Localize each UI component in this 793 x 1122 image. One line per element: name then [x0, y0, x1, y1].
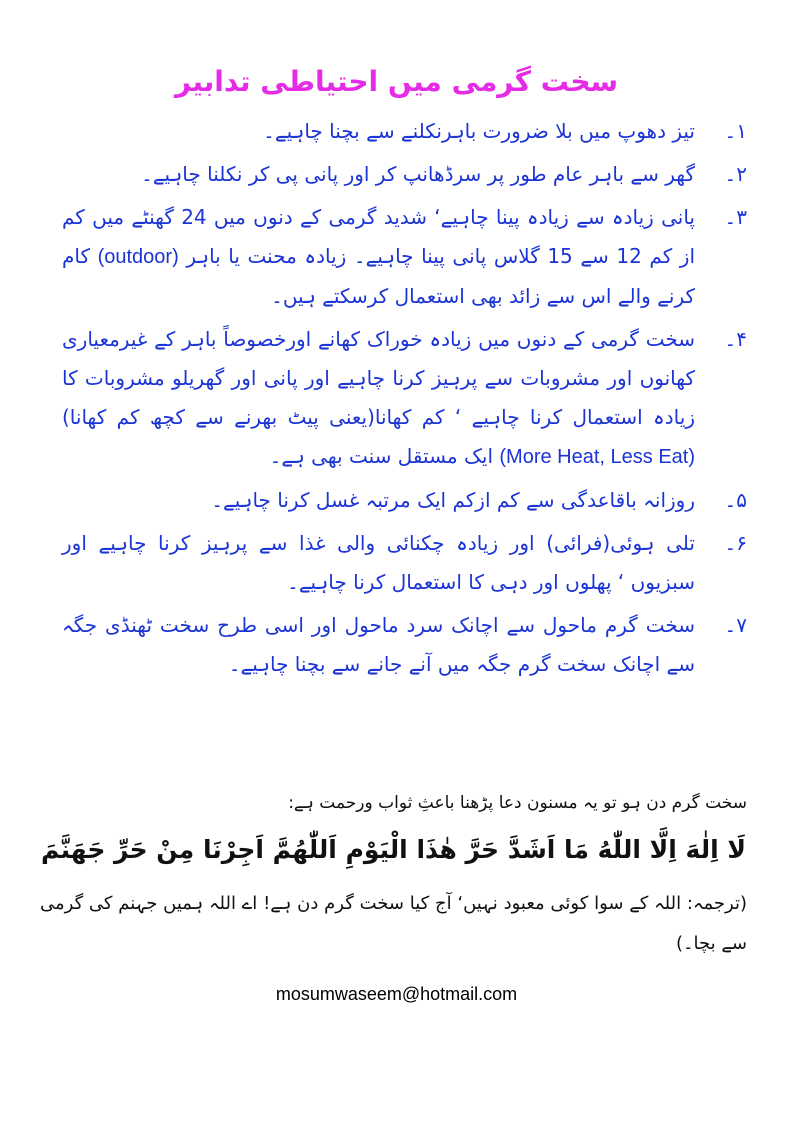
item-text: روزانہ باقاعدگی سے کم ازکم ایک مرتبہ غسل کرنا چاہیے۔	[211, 488, 695, 512]
item-number: ۵۔	[724, 488, 747, 512]
item-number: ۴۔	[724, 327, 747, 351]
precaution-item-1	[62, 112, 747, 151]
precaution-item-3	[62, 198, 747, 316]
item-text: گھر سے باہر عام طور پر سرڈھانپ کر اور پانی پی کر نکلنا چاہیے۔	[141, 162, 695, 186]
item-english-term: (More Heat, Less Eat)	[499, 446, 695, 468]
item-text: تلی ہوئی(فرائی) اور زیادہ چکنائی والی غذا سے پرہیز کرنا چاہیے اور سبزیوں ‘ پھلوں اور دہی کا استعمال کرنا چاہیے۔	[62, 531, 695, 594]
item-text: سخت گرم ماحول سے اچانک سرد ماحول اور اسی طرح سخت ٹھنڈی جگہ سے اچانک سخت گرم جگہ میں آنے جانے سے بچنا چاہیے۔	[62, 613, 695, 676]
item-text-continued: ایک مستقل سنت بھی ہے۔	[269, 444, 494, 468]
author-email: mosumwaseem@hotmail.com	[275, 984, 518, 1004]
precaution-item-5	[62, 481, 747, 520]
document-title: سخت گرمی میں احتیاطی تدابیر	[174, 65, 619, 98]
item-english-term: (outdoor)	[97, 246, 179, 268]
item-number: ۳۔	[724, 205, 747, 229]
dua-arabic: لَا اِلٰهَ اِلَّا اللّٰهُ مَا اَشَدَّ حَرَّ هٰذَا الْيَوْمِ اَللّٰهُمَّ اَجِرْنَا مِنْ حَرِّ جَهَنَّمَ	[41, 835, 746, 864]
item-number: ۶۔	[724, 531, 747, 555]
dua-intro: سخت گرم دن ہو تو یہ مسنون دعا پڑھنا باعثِ ثواب ورحمت ہے:	[288, 793, 747, 813]
item-text: پانی زیادہ سے زیادہ پینا چاہیے‘ شدید گرمی کے دنوں میں 24 گھنٹے میں کم از کم 12 سے 15 گلاس پانی پینا چاہیے۔ زیادہ محنت یا باہر	[62, 205, 696, 268]
item-text: تیز دھوپ میں بلا ضرورت باہرنکلنے سے بچنا چاہیے۔	[263, 119, 695, 143]
item-number: ۱۔	[724, 119, 747, 143]
precaution-item-2	[62, 155, 747, 194]
precautions-list	[62, 112, 747, 684]
item-number: ۷۔	[724, 613, 747, 637]
item-text: سخت گرمی کے دنوں میں زیادہ خوراک کھانے اورخصوصاً باہر کے غیرمعیاری کھانوں اور مشروبات سے پرہیز کرنا چاہیے اور پانی اور گھریلو مشروبات کا زیادہ استعمال کرنا چاہیے ‘ کم کھانا(یعنی پیٹ بھرنے سے کچھ کم کھانا)	[62, 327, 695, 429]
precaution-item-6	[62, 524, 747, 602]
item-number: ۲۔	[724, 162, 747, 186]
precaution-item-7	[62, 606, 747, 684]
item-text-continued: کام کرنے والے اس سے زائد بھی استعمال کرسکتے ہیں۔	[62, 244, 695, 308]
dua-translation: (ترجمہ: اللہ کے سوا کوئی معبود نہیں‘ آج کیا سخت گرم دن ہے! اے اللہ ہمیں جہنم کی گرمی سے بچا۔)	[40, 893, 747, 954]
precaution-item-4	[62, 320, 747, 477]
